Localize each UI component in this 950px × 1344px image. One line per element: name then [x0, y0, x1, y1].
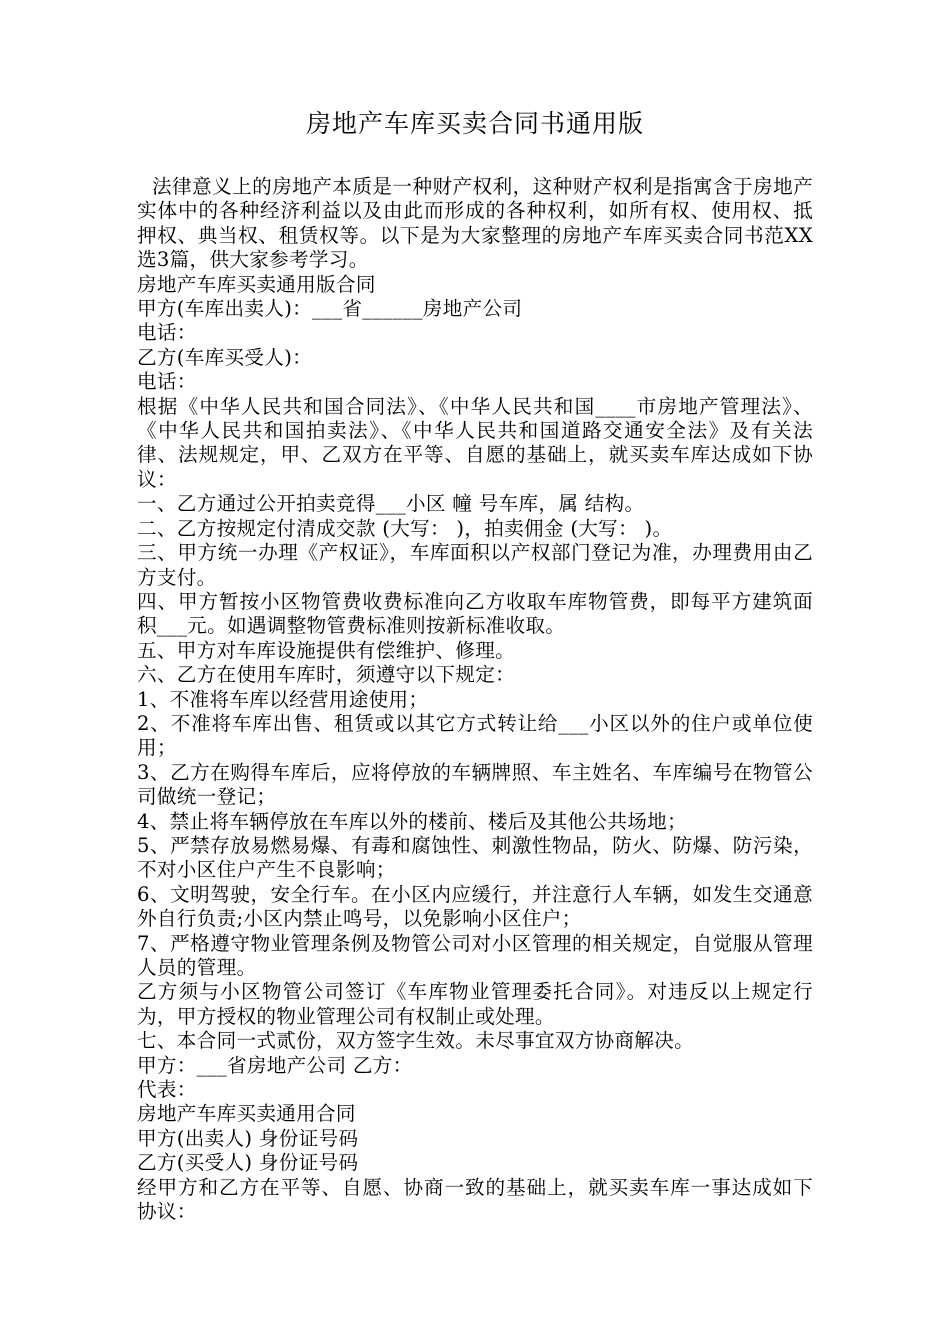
- buyer-id-line: 乙方(买受人) 身份证号码: [137, 1151, 359, 1175]
- party-a-phone: 电话：: [137, 321, 197, 345]
- contract-heading-1: 房地产车库买卖通用版合同: [137, 272, 376, 296]
- agreement-intro-paragraph: 经甲方和乙方在平等、自愿、协商一致的基础上，就买卖车库一事达成如下协议：: [137, 1175, 813, 1224]
- management-contract-paragraph: 乙方须与小区物管公司签订《车库物业管理委托合同》。对违反以上规定行为，甲方授权的物业管理公司有权制止或处理。: [137, 980, 813, 1028]
- representative-line: 代表：: [137, 1078, 197, 1102]
- rule-7: 7、严格遵守物业管理条例及物管公司对小区管理的相关规定，自觉服从管理人员的管理。: [137, 931, 813, 979]
- document-title: 房地产车库买卖合同书通用版: [305, 109, 644, 138]
- clause-2: 二、乙方按规定付清成交款 (大写： )，拍卖佣金 (大写： )。: [137, 516, 673, 540]
- party-a-line: 甲方(车库出卖人)：___省______房地产公司: [137, 297, 523, 321]
- document-body: [137, 175, 813, 1224]
- rule-1: 1、不准将车库以经营用途使用；: [137, 687, 429, 711]
- signature-line: 甲方：___省房地产公司 乙方：: [137, 1053, 413, 1077]
- rule-2: 2、不准将车库出售、租赁或以其它方式转让给___小区以外的住户或单位使用；: [137, 711, 813, 760]
- rule-4: 4、禁止将车辆停放在车库以外的楼前、楼后及其他公共场地；: [137, 809, 687, 833]
- party-b-line: 乙方(车库买受人)：: [137, 345, 313, 369]
- clause-6: 六、乙方在使用车库时，须遵守以下规定：: [137, 663, 515, 687]
- rule-6: 6、文明驾驶，安全行车。在小区内应缓行，并注意行人车辆，如发生交通意外自行负责;小区内禁止鸣号，以免影响小区住户；: [137, 882, 813, 931]
- seller-id-line: 甲方(出卖人) 身份证号码: [137, 1126, 359, 1150]
- rule-5: 5、严禁存放易燃易爆、有毒和腐蚀性、刺激性物品，防火、防爆、防污染，不对小区住户产生不良影响；: [137, 833, 813, 882]
- party-b-phone: 电话：: [137, 370, 197, 394]
- contract-heading-2: 房地产车库买卖通用合同: [137, 1102, 356, 1126]
- clause-1: 一、乙方通过公开拍卖竞得___小区 幢 号车库，属 结构。: [137, 492, 645, 516]
- clause-4: 四、甲方暂按小区物管费收费标准向乙方收取车库物管费，即每平方建筑面积___元。如遇调整物管费标准则按新标准收取。: [137, 589, 813, 638]
- legal-basis-paragraph: 根据《中华人民共和国合同法》、《中华人民共和国____市房地产管理法》、《中华人民共和国拍卖法》、《中华人民共和国道路交通安全法》及有关法律、法规规定，甲、乙双方在平等、自愿的基础上，就买卖车库达成如下协议：: [137, 394, 813, 491]
- rule-3: 3、乙方在购得车库后，应将停放的车辆牌照、车主姓名、车库编号在物管公司做统一登记；: [137, 760, 813, 809]
- clause-3: 三、甲方统一办理《产权证》，车库面积以产权部门登记为准，办理费用由乙方支付。: [137, 541, 813, 589]
- clause-5: 五、甲方对车库设施提供有偿维护、修理。: [137, 638, 515, 662]
- clause-7: 七、本合同一式贰份，双方签字生效。未尽事宜双方协商解决。: [137, 1029, 695, 1053]
- intro-paragraph: 法律意义上的房地产本质是一种财产权利，这种财产权利是指寓含于房地产实体中的各种经济利益以及由此而形成的各种权利，如所有权、使用权、抵押权、典当权、租赁权等。以下是为大家整理的房地产车库买卖合同书范XX选3篇，供大家参考学习。: [137, 175, 813, 272]
